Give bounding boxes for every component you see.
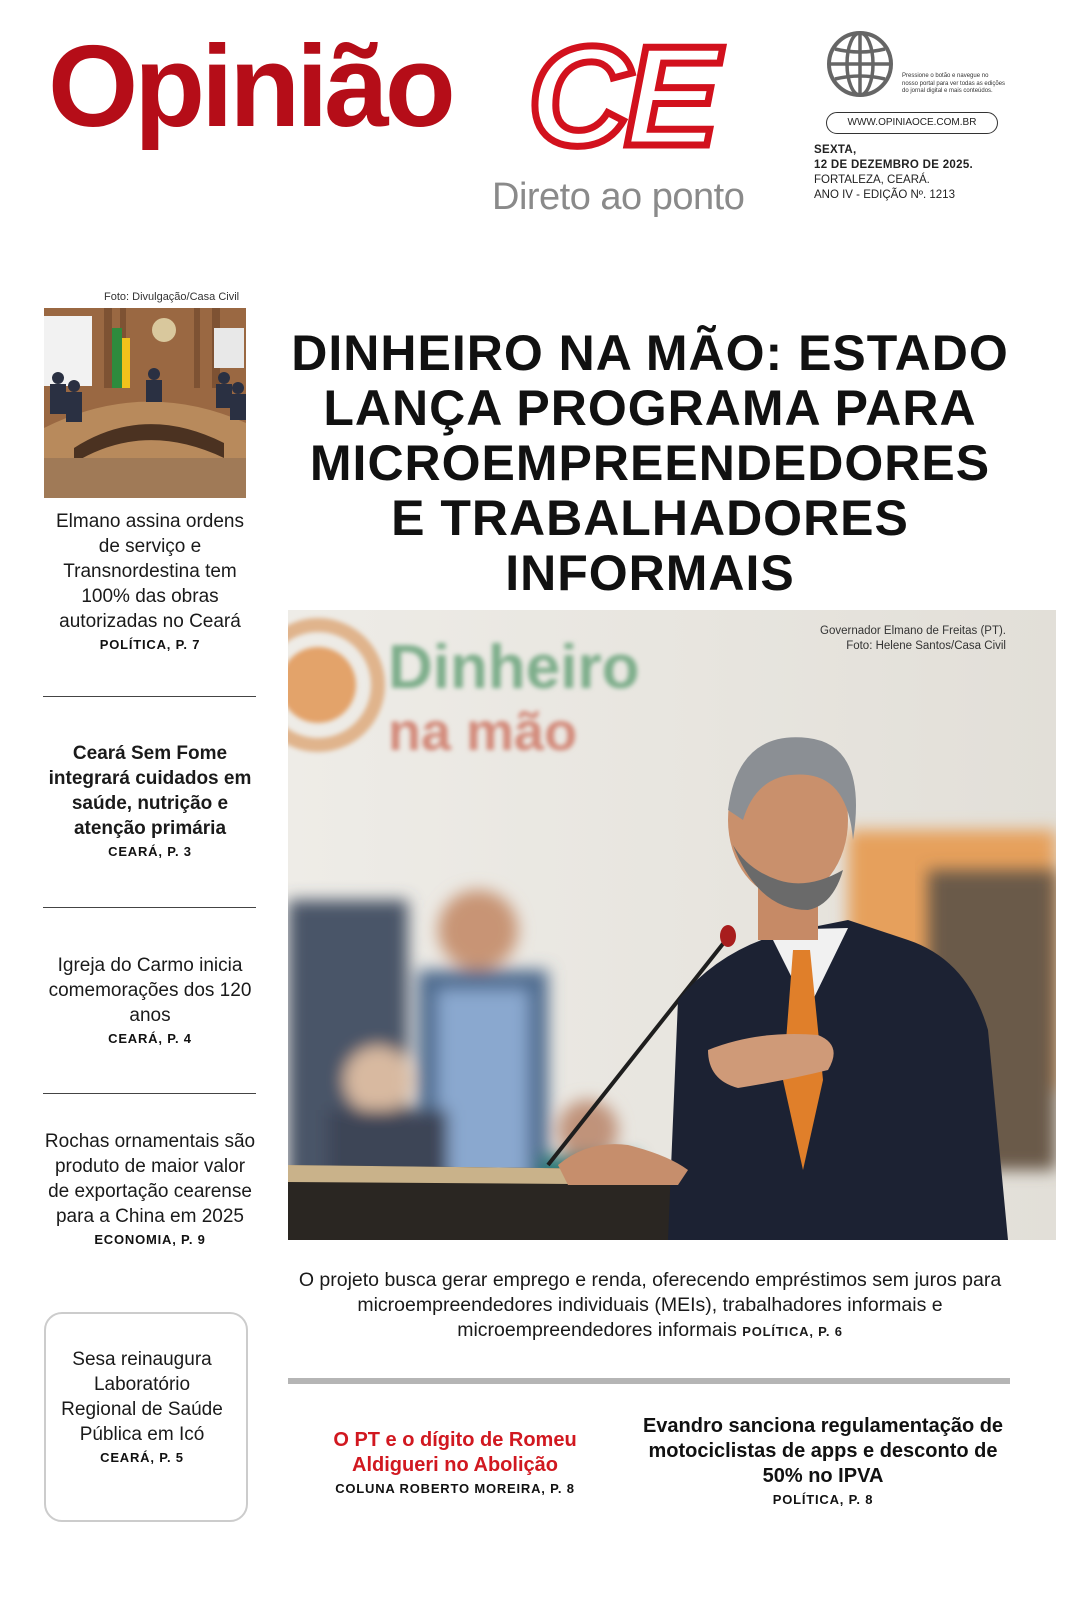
hero-photo[interactable]	[288, 610, 1056, 1240]
divider	[43, 696, 256, 697]
story-sesa[interactable]	[54, 1347, 230, 1468]
globe-icon[interactable]	[826, 30, 894, 98]
story-section: ECONOMIA, P. 9	[94, 1232, 206, 1247]
hero-illustration	[288, 610, 1056, 1240]
summary-text: O projeto busca gerar emprego e renda, oferecendo empréstimos sem juros para microempreendedores individuais (MEIs), trabalhadores informais e microempreendedores informais	[298, 1269, 1002, 1341]
hero-credit-line1: Governador Elmano de Freitas (PT).	[820, 625, 1006, 637]
story-section: POLÍTICA, P. 7	[99, 637, 201, 652]
divider	[43, 1093, 256, 1094]
story-headline: Evandro sanciona regulamentação de motociclistas de apps e desconto de 50% no IPVA	[642, 1415, 1004, 1487]
story-rochas[interactable]	[44, 1129, 256, 1250]
edition: ANO IV - EDIÇÃO Nº. 1213	[814, 189, 955, 201]
hero-photo-credit	[820, 624, 1006, 654]
story-evandro[interactable]	[626, 1414, 1020, 1510]
story-ceara-sem-fome[interactable]	[44, 741, 256, 862]
story-section: POLÍTICA, P. 8	[772, 1492, 874, 1507]
story-pt-romeu[interactable]	[310, 1428, 600, 1499]
meeting-photo[interactable]	[44, 308, 246, 498]
summary-section: POLÍTICA, P. 6	[742, 1324, 843, 1339]
website-button[interactable]: WWW.OPINIAOCE.COM.BR	[826, 112, 998, 134]
photo-credit: Foto: Divulgação/Casa Civil	[104, 291, 240, 303]
story-headline: Rochas ornamentais são produto de maior valor de exportação cearense para a China em 2025	[44, 1131, 256, 1227]
backdrop-text-1: Dinheiro	[388, 633, 640, 702]
story-section: CEARÁ, P. 3	[108, 844, 192, 859]
story-section: CEARÁ, P. 4	[108, 1031, 192, 1046]
story-section: COLUNA ROBERTO MOREIRA, P. 8	[335, 1481, 575, 1496]
tagline: Direto ao ponto	[492, 176, 745, 218]
logo-opiniao: Opinião	[48, 21, 452, 151]
story-section: CEARÁ, P. 5	[100, 1450, 184, 1465]
weekday: SEXTA,	[814, 144, 857, 156]
hero-credit-line2: Foto: Helene Santos/Casa Civil	[846, 640, 1006, 652]
story-elmano[interactable]	[44, 509, 256, 655]
main-summary[interactable]	[294, 1268, 1006, 1344]
city: FORTALEZA, CEARÁ.	[814, 174, 930, 186]
story-headline: Ceará Sem Fome integrará cuidados em saúde, nutrição e atenção primária	[48, 743, 252, 839]
dateline	[814, 143, 973, 203]
divider	[43, 907, 256, 908]
story-headline: Igreja do Carmo inicia comemorações dos 120 anos	[48, 955, 252, 1026]
story-headline: Sesa reinaugura Laboratório Regional de Saúde Pública em Icó	[61, 1349, 223, 1445]
date: 12 DE DEZEMBRO DE 2025.	[814, 159, 974, 171]
meeting-photo-illustration	[44, 308, 246, 498]
globe-note: Pressione o botão e navegue no nosso portal para ver todas as edições do jornal digital e mais conteúdos.	[902, 73, 1006, 95]
story-igreja-carmo[interactable]	[44, 953, 256, 1049]
backdrop-text-2: na mão	[388, 702, 578, 762]
story-headline: O PT e o dígito de Romeu Aldigueri no Abolição	[333, 1429, 577, 1476]
main-headline[interactable]: DINHEIRO NA MÃO: ESTADO LANÇA PROGRAMA PARA MICROEMPREENDEDORES E TRABALHADORES INFORMAIS	[291, 325, 1009, 601]
section-rule	[288, 1378, 1010, 1384]
story-headline: Elmano assina ordens de serviço e Transnordestina tem 100% das obras autorizadas no Ceará	[56, 511, 244, 632]
logo-ce: CE	[528, 17, 714, 176]
